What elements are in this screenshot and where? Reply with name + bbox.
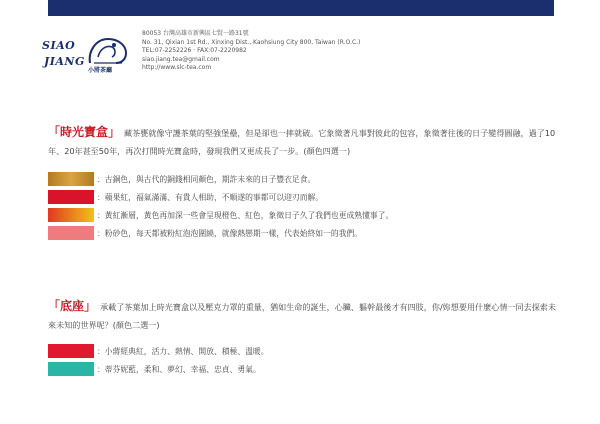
color-option <box>48 344 269 358</box>
color-swatch <box>48 190 94 204</box>
website: http://www.slc-tea.com <box>142 64 212 72</box>
base-title: 「底座」 <box>48 299 97 313</box>
color-swatch <box>48 172 94 186</box>
base-section <box>48 297 558 334</box>
color-option-text: ：小蔣經典紅，活力、熱情、開放、積極、溫暖。 <box>97 346 269 356</box>
contact-info <box>142 30 360 73</box>
color-swatch <box>48 208 94 222</box>
top-banner <box>48 0 554 16</box>
color-option-text: ：蘋果紅，福氣滿滿、有貴人相助，不順遂的事都可以迎刃而解。 <box>97 192 324 202</box>
brand-logo <box>42 33 132 77</box>
time-box-title: 「時光寶盒」 <box>48 125 121 139</box>
logo-emblem-icon <box>84 33 132 69</box>
address-en: No. 31, Qixian 1st Rd., Xinxing Dist., Kaohsiung City 800, Taiwan (R.O.C.) <box>142 38 361 46</box>
phone-fax: TEL:07-2252226 · FAX:07-2220982 <box>142 47 247 55</box>
address-cn: 80053 台灣高雄市新興區七賢一路31號 <box>142 30 249 37</box>
color-swatch <box>48 344 94 358</box>
color-option <box>48 362 261 376</box>
color-option-text: ：粉砂色，每天都被粉紅泡泡圍繞，就像熱戀期一樣，代表始終如一的我們。 <box>97 228 363 238</box>
time-box-section <box>48 123 558 160</box>
color-option <box>48 190 323 204</box>
color-option <box>48 172 315 186</box>
color-option <box>48 208 393 222</box>
email: siao.jiang.tea@gmail.com <box>142 55 220 63</box>
logo-chinese-name: 小將茶廳 <box>88 67 113 74</box>
color-swatch <box>48 362 94 376</box>
color-swatch <box>48 226 94 240</box>
time-box-description <box>48 123 558 160</box>
logo-text-bottom: JIANG <box>44 55 85 68</box>
base-description <box>48 297 558 334</box>
color-option-text: ：蒂芬妮藍，柔和、夢幻、幸福、忠貞、勇氣。 <box>97 364 261 374</box>
color-option <box>48 226 362 240</box>
color-option-text: ：黃紅漸層，黃色再加深一些會呈現橙色、紅色，象徵日子久了我們也更成熟懂事了。 <box>97 210 394 220</box>
base-body: 承載了茶葉加上時光寶盒以及壓克力罩的重量，猶如生命的誕生，心臟、軀幹最後才有四肢，你/妳想要用什麼心情一同去探索未來未知的世界呢？(顏色二選一) <box>48 302 556 330</box>
time-box-body: 藏茶甕就像守護茶葉的堅強堡壘，但是卻也一摔就破。它象徵著凡事對彼此的包容，象徵著往後的日子變得圓融，過了10年、20年甚至50年，再次打開時光寶盒時，發現我們又更成長了一步。(顏色四選一) <box>48 128 556 156</box>
color-option-text: ：古銅色，與古代的銅錢相同顏色，期許未來的日子豐衣足食。 <box>97 174 316 184</box>
logo-text-top: SIAO <box>42 39 76 52</box>
